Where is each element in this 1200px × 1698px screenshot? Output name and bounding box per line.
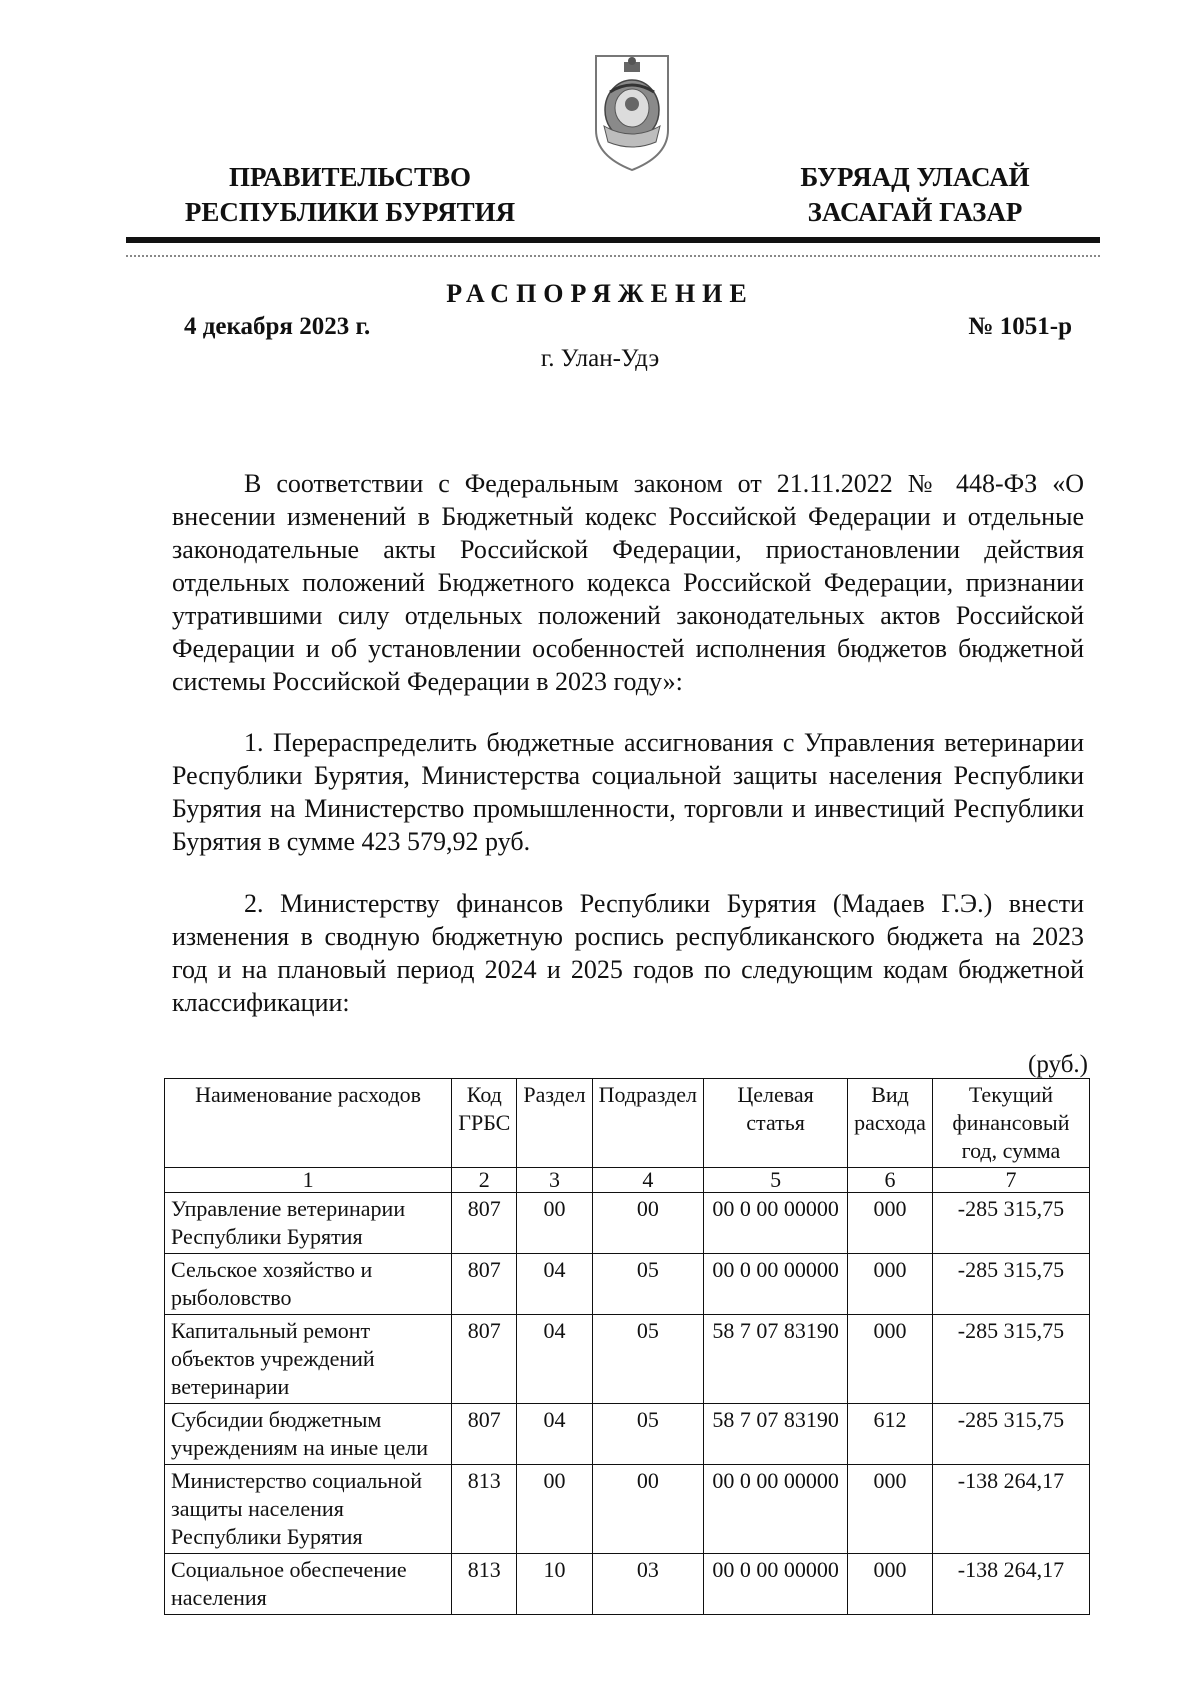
cell-summa: -138 264,17 xyxy=(932,1465,1089,1554)
coat-of-arms-emblem xyxy=(590,52,674,174)
government-name-bua xyxy=(745,160,1085,230)
cell-name: Социальное обеспечение населения xyxy=(165,1554,452,1615)
paragraph-item-2: 2. Министерству финансов Республики Бурятия (Мадаев Г.Э.) внести изменения в сводную бюджетную роспись республиканского бюджета на 2023 год и на плановый период 2024 и 2025 годов по следующим кодам бюджетной классификации: xyxy=(172,889,1084,1017)
header-divider-thin xyxy=(126,255,1100,257)
cell-grbs: 807 xyxy=(452,1404,517,1465)
cell-grbs: 807 xyxy=(452,1315,517,1404)
document-title: РАСПОРЯЖЕНИЕ xyxy=(446,279,754,308)
cell-summa: -285 315,75 xyxy=(932,1315,1089,1404)
column-number: 4 xyxy=(592,1168,703,1193)
cell-statya: 00 0 00 00000 xyxy=(704,1554,848,1615)
table-unit-label: (руб.) xyxy=(1028,1051,1088,1078)
cell-summa: -285 315,75 xyxy=(932,1254,1089,1315)
header-divider-thick xyxy=(126,237,1100,243)
document-date: 4 декабря 2023 г. xyxy=(184,313,371,340)
cell-razdel: 00 xyxy=(517,1193,592,1254)
cell-razdel: 00 xyxy=(517,1465,592,1554)
cell-statya: 58 7 07 83190 xyxy=(704,1315,848,1404)
cell-podrazdel: 05 xyxy=(592,1254,703,1315)
column-number: 7 xyxy=(932,1168,1089,1193)
column-number: 2 xyxy=(452,1168,517,1193)
cell-summa: -285 315,75 xyxy=(932,1404,1089,1465)
cell-name: Субсидии бюджетным учреждениям на иные цели xyxy=(165,1404,452,1465)
cell-statya: 00 0 00 00000 xyxy=(704,1193,848,1254)
cell-name: Сельское хозяйство и рыболовство xyxy=(165,1254,452,1315)
table-row xyxy=(165,1315,1090,1404)
government-name-ru xyxy=(160,160,540,230)
header-cell-podrazdel: Подраздел xyxy=(592,1079,703,1168)
cell-podrazdel: 00 xyxy=(592,1465,703,1554)
cell-name: Капитальный ремонт объектов учреждений ветеринарии xyxy=(165,1315,452,1404)
paragraph-item-1: 1. Перераспределить бюджетные ассигнования с Управления ветеринарии Республики Бурятия, Министерства социальной защиты населения Республики Бурятия на Министерство промышленности, торговли и инвестиций Республики Бурятия в сумме 423 579,92 руб. xyxy=(172,728,1084,856)
cell-statya: 00 0 00 00000 xyxy=(704,1254,848,1315)
cell-vid: 000 xyxy=(848,1254,933,1315)
table-row xyxy=(165,1465,1090,1554)
table-row xyxy=(165,1254,1090,1315)
table-row xyxy=(165,1404,1090,1465)
cell-grbs: 813 xyxy=(452,1554,517,1615)
cell-podrazdel: 03 xyxy=(592,1554,703,1615)
cell-razdel: 10 xyxy=(517,1554,592,1615)
cell-statya: 00 0 00 00000 xyxy=(704,1465,848,1554)
paragraph-preamble: В соответствии с Федеральным законом от 21.11.2022 № 448-ФЗ «О внесении изменений в Бюджетный кодекс Российской Федерации и отдельные законодательные акты Российской Федерации, приостановлении действия отдельных положений Бюджетного кодекса Российской Федерации, признании утратившими силу отдельных положений законодательных актов Российской Федерации и об установлении особенностей исполнения бюджетов бюджетной системы Российской Федерации в 2023 году»: xyxy=(172,469,1084,696)
header-cell-statya: Целевая статья xyxy=(704,1079,848,1168)
government-name-bua-line2: ЗАСАГАЙ ГАЗАР xyxy=(807,197,1023,227)
cell-vid: 000 xyxy=(848,1193,933,1254)
budget-table xyxy=(164,1078,1090,1615)
cell-podrazdel: 05 xyxy=(592,1315,703,1404)
government-name-ru-line2: РЕСПУБЛИКИ БУРЯТИЯ xyxy=(184,197,516,227)
cell-vid: 000 xyxy=(848,1465,933,1554)
cell-name: Министерство социальной защиты населения Республики Бурятия xyxy=(165,1465,452,1554)
cell-summa: -285 315,75 xyxy=(932,1193,1089,1254)
cell-razdel: 04 xyxy=(517,1254,592,1315)
cell-statya: 58 7 07 83190 xyxy=(704,1404,848,1465)
table-header-row xyxy=(165,1079,1090,1168)
cell-razdel: 04 xyxy=(517,1404,592,1465)
column-number: 1 xyxy=(165,1168,452,1193)
header-cell-grbs: Код ГРБС xyxy=(452,1079,517,1168)
table-column-number-row xyxy=(165,1168,1090,1193)
cell-name: Управление ветеринарии Республики Бурятия xyxy=(165,1193,452,1254)
cell-podrazdel: 00 xyxy=(592,1193,703,1254)
government-name-ru-line1: ПРАВИТЕЛЬСТВО xyxy=(228,162,472,192)
column-number: 3 xyxy=(517,1168,592,1193)
cell-razdel: 04 xyxy=(517,1315,592,1404)
cell-grbs: 807 xyxy=(452,1193,517,1254)
cell-summa: -138 264,17 xyxy=(932,1554,1089,1615)
document-number: № 1051-р xyxy=(968,313,1072,340)
cell-vid: 000 xyxy=(848,1554,933,1615)
header-cell-razdel: Раздел xyxy=(517,1079,592,1168)
document-city: г. Улан-Удэ xyxy=(540,345,660,372)
header-cell-name: Наименование расходов xyxy=(165,1079,452,1168)
government-name-bua-line1: БУРЯАД УЛАСАЙ xyxy=(800,162,1030,192)
cell-vid: 612 xyxy=(848,1404,933,1465)
table-row xyxy=(165,1554,1090,1615)
column-number: 5 xyxy=(704,1168,848,1193)
cell-vid: 000 xyxy=(848,1315,933,1404)
cell-podrazdel: 05 xyxy=(592,1404,703,1465)
table-row xyxy=(165,1193,1090,1254)
cell-grbs: 813 xyxy=(452,1465,517,1554)
column-number: 6 xyxy=(848,1168,933,1193)
header-cell-summa: Текущий финансовый год, сумма xyxy=(932,1079,1089,1168)
cell-grbs: 807 xyxy=(452,1254,517,1315)
header-cell-vid: Вид расхода xyxy=(848,1079,933,1168)
